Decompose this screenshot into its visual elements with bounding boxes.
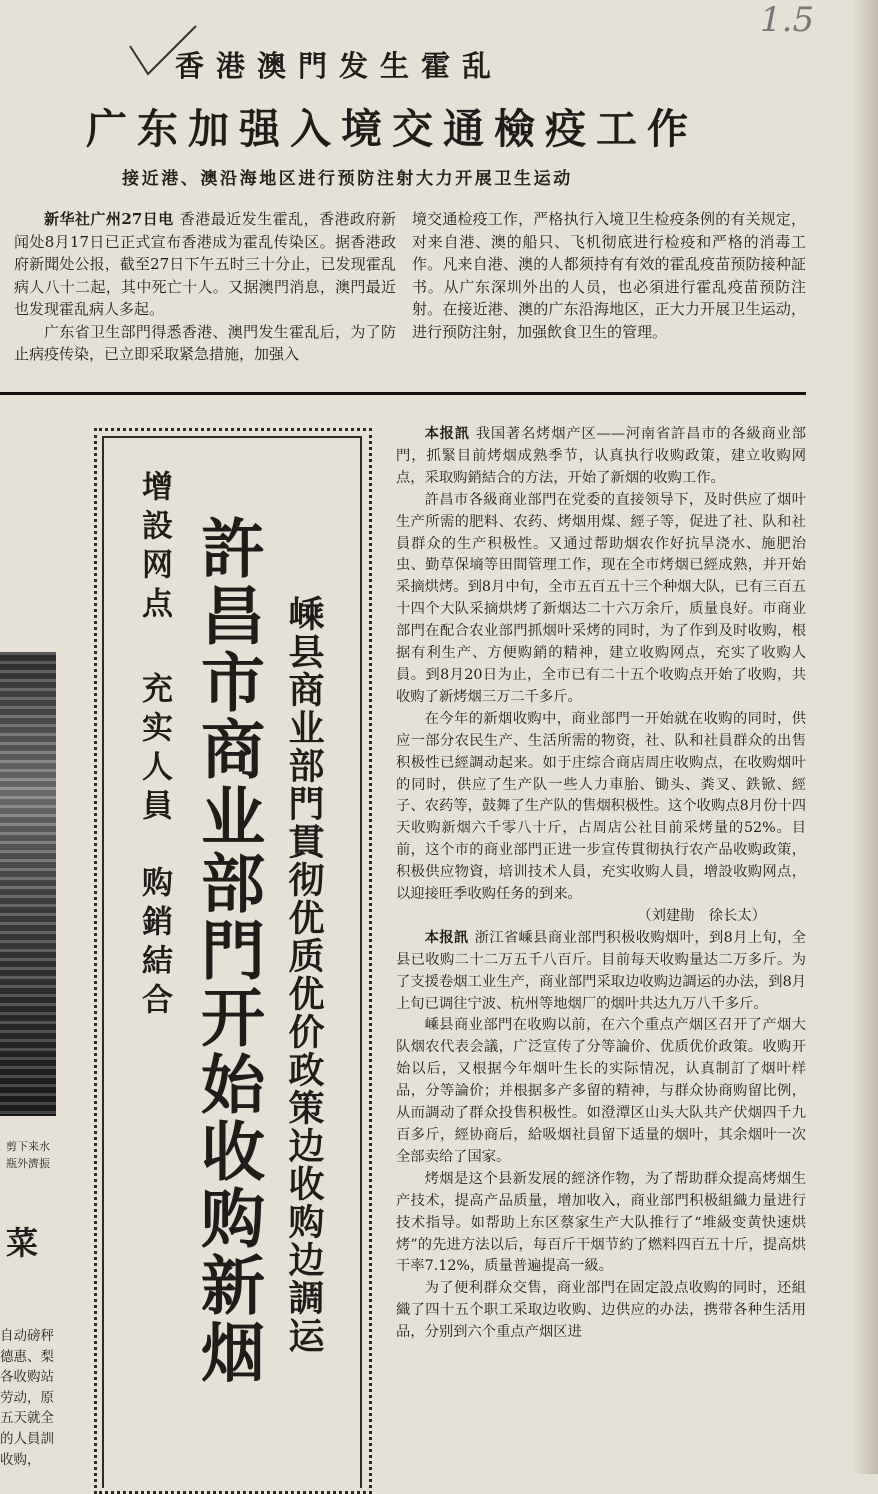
handwritten-page-number: 1.5 [760, 0, 815, 40]
paragraph [396, 928, 806, 1016]
lead-label: 本报訊 [424, 426, 470, 442]
paragraph-text: 浙江省嵊县商业部門积极收购烟叶，到8月上旬，全县已收购二十二万五千八百斤。目前每天收购量达二万多斤。为了支援卷烟工业生产，商业部門采取边收购边調运的办法，到8月上旬已调往宁波、杭州等地烟厂的烟叶共达九万八千多斤。 [396, 929, 807, 1012]
top-headline: 广东加强入境交通檢疫工作 [86, 105, 698, 153]
page-edge-shadow [852, 0, 878, 1474]
paragraph-text: 我国著名烤烟产区——河南省許昌市的各級商业部門，抓緊目前烤烟成熟季节，认真执行收购政策，建立收购网点，采取购銷結合的方法，开始了新烟的收购工作。 [396, 426, 807, 486]
paragraph: 在今年的新烟收购中，商业部門一开始就在收购的同时，供应一部分农民生产、生活所需的物资，社、队和社員群众的出售积极性已經調动起来。如于庄综合商店周庄收购点，在收购烟叶的同时，供应了生产队一些人力車胎、锄头、粪叉、鉄锨、經子、农药等，鼓舞了生产队的售烟积极性。这个收购点8月份十四天收购新烟六千零八十斤，占周店公社目前采烤量的52%。目前，这个市的商业部門正进一步宣传貫彻执行农产品收购政策，积极供应物資，培训技术人員，充实收购人員，增設收购网点，以迎接旺季收购任务的到来。 [396, 710, 806, 903]
body-line-fragment: 的人員訓 [0, 1430, 54, 1447]
main-article-column [396, 424, 806, 1344]
body-line-fragment: 收购， [0, 1451, 41, 1468]
paragraph [14, 208, 396, 321]
body-line-fragment: 自动磅秤 [0, 1328, 54, 1344]
body-line-fragment: 各收购站 [0, 1369, 54, 1386]
top-subheadline: 接近港、澳沿海地区进行预防注射大力开展卫生运动 [122, 169, 573, 189]
body-line-fragment: 五天就全 [0, 1410, 54, 1427]
body-line-fragment: 德惠、梨 [0, 1348, 54, 1365]
box-tag-2: 充实人員 [136, 672, 172, 828]
box-tag-3: 购銷結合 [136, 866, 172, 1022]
photo-caption-fragment: 剪下来水瓶外濟振 [6, 1140, 50, 1170]
neighbour-body-fragment [0, 1326, 56, 1470]
section-divider [0, 392, 806, 395]
paragraph: 嵊县商业部門在收购以前，在六个重点产烟区召开了产烟大队烟农代表会議，广泛宣传了分等論价、优质优价政策。收购开始以后，又根据今年烟叶生长的实际情况，认真制訂了烟叶样品，分等論价；并根据多产多留的精神，与群众协商购留比例，从而調动了群众投售积极性。如澄潭区山头大队共产伏烟四千九百多斤，經协商后，給吸烟社員留下适量的烟叶，其余烟叶一次全部卖给了国家。 [396, 1017, 806, 1165]
dateline: 新华社广州27日电 [44, 210, 174, 228]
paragraph [396, 424, 806, 490]
byline: （刘建勛 徐长太） [637, 907, 766, 924]
body-line-fragment: 劳动，原 [0, 1389, 54, 1406]
top-article-column-1 [14, 208, 396, 366]
paragraph-text: 香港最近发生霍乱，香港政府新闻处8月17日已正式宣布香港成为霍乱传染区。据香港政府新聞处公报，截至27日下午五时三十分止，已发现霍乱病人八十二起，其中死亡十人。又据澳門消息，澳門最近也发现霍乱病人多起。 [14, 210, 396, 318]
photo-fragment [0, 652, 56, 1116]
paragraph: 为了便利群众交售，商业部門在固定設点收购的同时，还組織了四十五个职工采取边收购、边供应的办法，携带各种生活用品，分别到六个重点产烟区进 [396, 1280, 806, 1341]
paragraph: 許昌市各級商业部門在党委的直接领导下，及时供应了烟叶生产所需的肥料、农药、烤烟用煤、經子等，促进了社、队和社員群众的生产积极性。又通过帮助烟农作好抗旱浇水、施肥治虫、勤草保墒等田間管理工作，现在全市烤烟已經成熟，并开始采摘烘烤。到8月中旬，全市五百五十三个种烟大队，已有三百五十四个大队采摘烘烤了新烟达二十六万余斤，质量良好。市商业部門在配合农业部門抓烟叶采烤的同时，为了作到及时收购，根据有利生产、方便购銷的精神，建立收购网点，充实了收购人員。到8月20日为止，全市已有二十五个收购点开始了收购，共收购了新烤烟三万二千多斤。 [396, 491, 806, 705]
neighbour-headline-fragment: 菜 [6, 1224, 39, 1262]
lead-label: 本报訊 [424, 929, 469, 946]
box-main-headline: 許昌市商业部門开始收购新烟 [190, 515, 265, 1386]
paragraph: 烤烟是这个县新发展的經济作物，为了帮助群众提高烤烟生产技术，提高产品质量，增加收入，商业部門积极組織力量进行技术指导。如帮助上东区蔡家生产大队推行了“堆級变黄快速烘烤”的先进方法以后，每百斤干烟节約了燃料四百五十斤，提高烘干率7.12%，质量普遍提高一級。 [396, 1170, 806, 1275]
box-tag-1: 增設网点 [136, 470, 172, 626]
top-article-column-2 [412, 208, 806, 343]
paragraph: 境交通检疫工作，严格执行入境卫生检疫条例的有关规定，对来自港、澳的船只、飞机彻底进行检疫和严格的消毒工作。凡来自港、澳的人都须持有有效的霍乱疫苗预防接种証书。从广东深圳外出的人员，也必須进行霍乱疫苗预防注射。在接近港、澳的广东沿海地区，正大力开展卫生运动，进行预防注射，加强飲食卫生的管理。 [412, 210, 806, 341]
box-sub-headline: 嵊县商业部門貫彻优质优价政策边收购边調运 [283, 595, 325, 1355]
top-kicker: 香港澳門发生霍乱 [175, 49, 504, 83]
paragraph: 广东省卫生部門得悉香港、澳門发生霍乱后，为了防止病疫传染，已立即采取紧急措施，加强入 [14, 322, 396, 363]
